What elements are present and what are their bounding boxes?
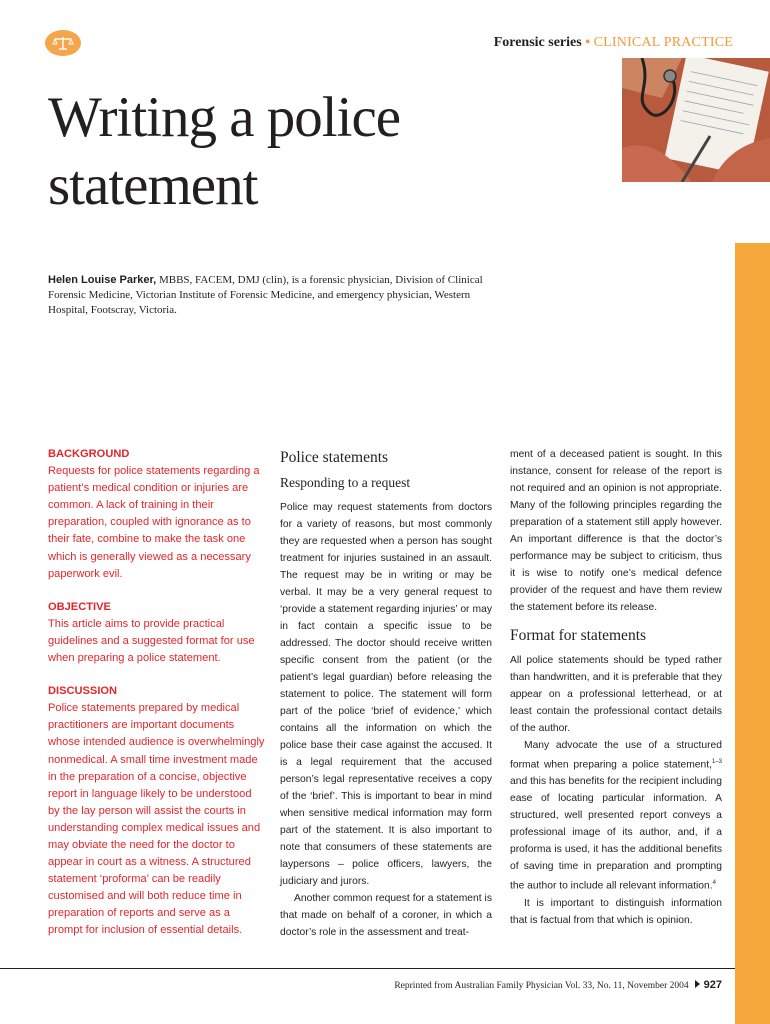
body-paragraph-1: Police may request statements from doctors for a variety of reasons, but most commonly they are requested when a person has sought treatment for injuries sustained in an assault. The request may be in writing or may be verbal. It may be a very general request to ‘provide a statement regarding injuries’ or may in fact contain a specific issue to be addressed. The doctor should receive written specific consent from the patient (or the patient’s legal guardian) before releasing the statement to police. The statement will form part of the police ‘brief of evidence,’ which contains all the information on which the police base their case against the accused. It is a legal requirement that the accused person’s legal representative receives a copy of the ‘brief’. This is important to bear in mind when sensitive medical information may form part of the statement. It is also important to note that consumers of these statements are laypersons – police officers, lawyers, the judiciary and jurors.: [280, 502, 492, 887]
citation-superscript-1: 1–3: [711, 759, 722, 765]
abstract-column: [48, 446, 266, 956]
footer-rule: [0, 968, 735, 969]
body-paragraph-5: [510, 737, 722, 895]
section-heading-format: Format for statements: [510, 627, 647, 644]
body-paragraph-3: ment of a deceased patient is sought. In this instance, consent for release of the report is not required and an opinion is not appropriate. Many of the following principles regarding the preparation of a statement still apply however. An important difference is that the doctor’s performance may be subject to criticism, thus it is wise to notify one’s medical defence provider of the request and have them review the statement before its release.: [510, 449, 722, 613]
body-paragraph-5-rest: and this has benefits for the recipient including ease of locating particular information. A structured, well presented report conveys a professional image of its author, and, if a proforma is used, it has the additional benefits of saving time in preparation and prompting the author to include all relevant information.: [510, 776, 722, 892]
body-paragraph-2: Another common request for a statement is that made on behalf of a coroner, in which a doctor’s role in the assessment and treat-: [280, 893, 492, 938]
title-line-1: Writing a police: [48, 86, 401, 149]
body-paragraph-5-start: Many advocate the use of a structured format when preparing a police statement,: [510, 740, 722, 771]
abstract-heading-background: BACKGROUND: [48, 448, 130, 460]
abstract-heading-objective: OBJECTIVE: [48, 600, 111, 613]
abstract-text-discussion: Police statements prepared by medical practitioners are important documents whose intended audience is overwhelmingly nonmedical. A small time investment made in the preparation of a concise, objective report in language likely to be understood by the lay person will assist the courts in understanding complex medical issues and may obviate the need for the doctor to appear in court as a witness. A structured statement ‘proforma’ can be readily customised and will both reduce time in preparation of reports and serve as a prompt for inclusion of essential details.: [48, 702, 265, 937]
section-heading-police-statements: Police statements: [280, 449, 389, 466]
author-name: Helen Louise Parker,: [48, 274, 157, 286]
citation-superscript-2: 4: [712, 880, 716, 887]
header-photo: [622, 58, 770, 182]
series-bullet: •: [585, 35, 591, 50]
abstract-heading-discussion: DISCUSSION: [48, 685, 118, 698]
footer-citation: Reprinted from Australian Family Physician Vol. 33, No. 11, November 2004: [394, 981, 689, 991]
author-credentials: MBBS, FACEM, DMJ (clin), is a forensic physician, Division of Clinical Forensic Medicine, Victorian Institute of Forensic Medicine, and emergency physician, Western Hospital, Footscray, Victoria.: [48, 274, 483, 316]
subheading-responding: Responding to a request: [280, 475, 411, 490]
arrow-right-icon: [695, 980, 700, 988]
title-line-2: statement: [48, 154, 258, 217]
section-label: CLINICAL PRACTICE: [593, 35, 733, 50]
article-title: [48, 84, 400, 220]
scales-of-justice-icon: [45, 30, 81, 56]
footer: [394, 979, 722, 991]
body-paragraph-4: All police statements should be typed rather than handwritten, and it is preferable that they appear on a professional letterhead, or at least contain the professional contact details of the author.: [510, 655, 722, 734]
series-header: [494, 35, 733, 51]
abstract-text-background: Requests for police statements regarding a patient’s medical condition or injuries are common. A lack of training in their preparation, coupled with ignorance as to their fate, combine to make the task one which is generally viewed as a necessary paperwork evil.: [48, 465, 260, 580]
body-paragraph-6: It is important to distinguish information that is factual from that which is opinion.: [510, 897, 722, 926]
series-label: Forensic series: [493, 35, 582, 50]
page-number: 927: [703, 979, 722, 991]
abstract-text-objective: This article aims to provide practical guidelines and a suggested format for use when preparing a police statement.: [48, 617, 255, 665]
body-column-right: [510, 446, 722, 929]
body-column-middle: [280, 446, 492, 941]
author-info: [48, 273, 508, 318]
accent-sidebar: [735, 243, 770, 1024]
